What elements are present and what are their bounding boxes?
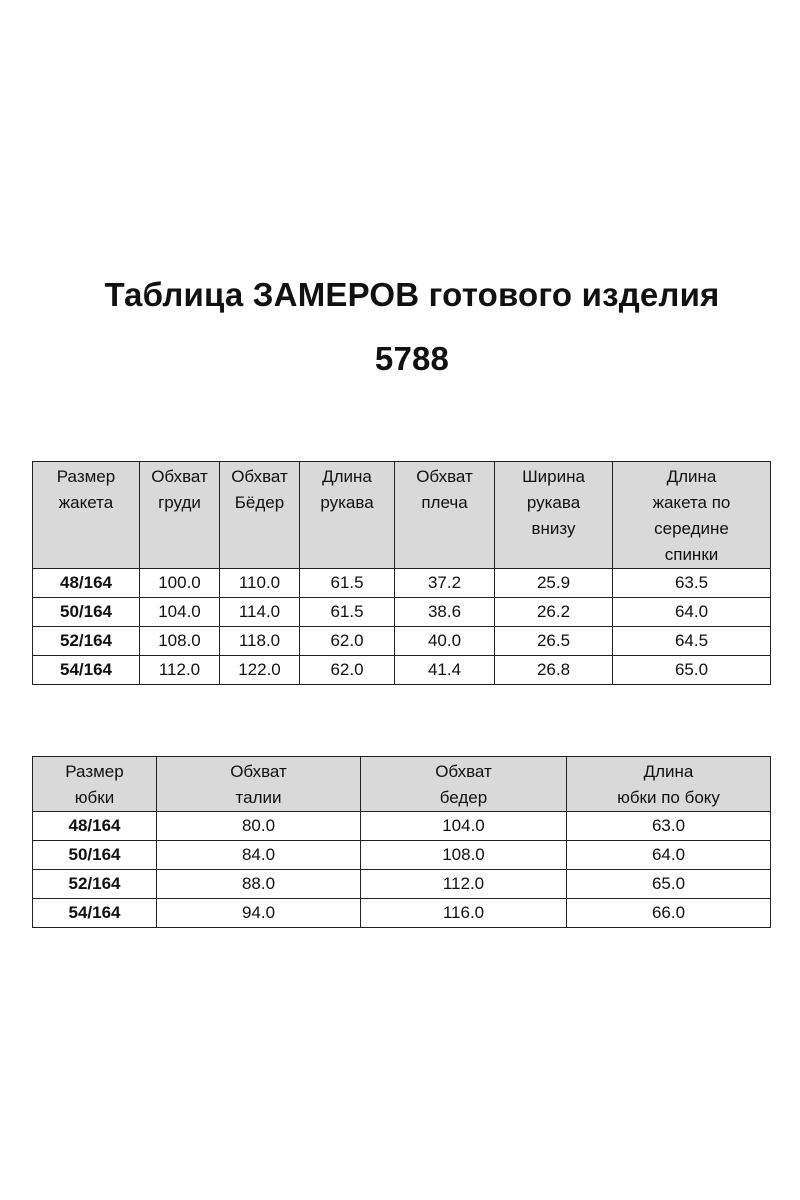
size-cell: 52/164 (33, 627, 140, 656)
document-title: Таблица ЗАМЕРОВ готового изделия (104, 276, 720, 313)
table-row (33, 841, 771, 870)
size-cell: 52/164 (33, 870, 157, 899)
value-cell: 26.8 (495, 656, 613, 685)
value-cell: 108.0 (361, 841, 567, 870)
value-cell: 61.5 (300, 569, 395, 598)
value-cell: 114.0 (220, 598, 300, 627)
value-cell: 62.0 (300, 656, 395, 685)
value-cell: 64.5 (613, 627, 771, 656)
value-cell: 112.0 (140, 656, 220, 685)
value-cell: 80.0 (157, 812, 361, 841)
value-cell: 66.0 (567, 899, 771, 928)
skirt-header-size: Размер юбки (33, 757, 157, 812)
skirt-measurements-table (32, 756, 771, 928)
value-cell: 64.0 (567, 841, 771, 870)
size-cell: 54/164 (33, 899, 157, 928)
jacket-header-size: Размер жакета (33, 462, 140, 569)
value-cell: 63.5 (613, 569, 771, 598)
value-cell: 116.0 (361, 899, 567, 928)
table-row (33, 627, 771, 656)
value-cell: 104.0 (140, 598, 220, 627)
value-cell: 38.6 (395, 598, 495, 627)
value-cell: 84.0 (157, 841, 361, 870)
skirt-header-row (33, 757, 771, 812)
value-cell: 110.0 (220, 569, 300, 598)
value-cell: 62.0 (300, 627, 395, 656)
value-cell: 63.0 (567, 812, 771, 841)
skirt-header-length: Длина юбки по боку (567, 757, 771, 812)
jacket-header-shoulder: Обхват плеча (395, 462, 495, 569)
value-cell: 41.4 (395, 656, 495, 685)
value-cell: 100.0 (140, 569, 220, 598)
size-cell: 50/164 (33, 841, 157, 870)
jacket-header-sleeve-width: Ширина рукава внизу (495, 462, 613, 569)
skirt-header-waist: Обхват талии (157, 757, 361, 812)
value-cell: 65.0 (613, 656, 771, 685)
table-row (33, 656, 771, 685)
jacket-header-sleeve-length: Длина рукава (300, 462, 395, 569)
table-row (33, 899, 771, 928)
jacket-header-chest: Обхват груди (140, 462, 220, 569)
table-row (33, 598, 771, 627)
size-cell: 48/164 (33, 569, 140, 598)
value-cell: 40.0 (395, 627, 495, 656)
jacket-header-hips: Обхват Бёдер (220, 462, 300, 569)
jacket-header-row (33, 462, 771, 569)
skirt-header-hips: Обхват бедер (361, 757, 567, 812)
table-row (33, 569, 771, 598)
table-row (33, 812, 771, 841)
value-cell: 112.0 (361, 870, 567, 899)
table-row (33, 870, 771, 899)
size-cell: 50/164 (33, 598, 140, 627)
value-cell: 122.0 (220, 656, 300, 685)
jacket-header-jacket-length: Длина жакета по середине спинки (613, 462, 771, 569)
value-cell: 88.0 (157, 870, 361, 899)
value-cell: 118.0 (220, 627, 300, 656)
model-number: 5788 (374, 340, 450, 377)
value-cell: 26.5 (495, 627, 613, 656)
value-cell: 65.0 (567, 870, 771, 899)
value-cell: 104.0 (361, 812, 567, 841)
jacket-measurements-table (32, 461, 771, 685)
value-cell: 108.0 (140, 627, 220, 656)
value-cell: 61.5 (300, 598, 395, 627)
value-cell: 64.0 (613, 598, 771, 627)
value-cell: 26.2 (495, 598, 613, 627)
size-cell: 48/164 (33, 812, 157, 841)
value-cell: 37.2 (395, 569, 495, 598)
size-cell: 54/164 (33, 656, 140, 685)
value-cell: 25.9 (495, 569, 613, 598)
value-cell: 94.0 (157, 899, 361, 928)
